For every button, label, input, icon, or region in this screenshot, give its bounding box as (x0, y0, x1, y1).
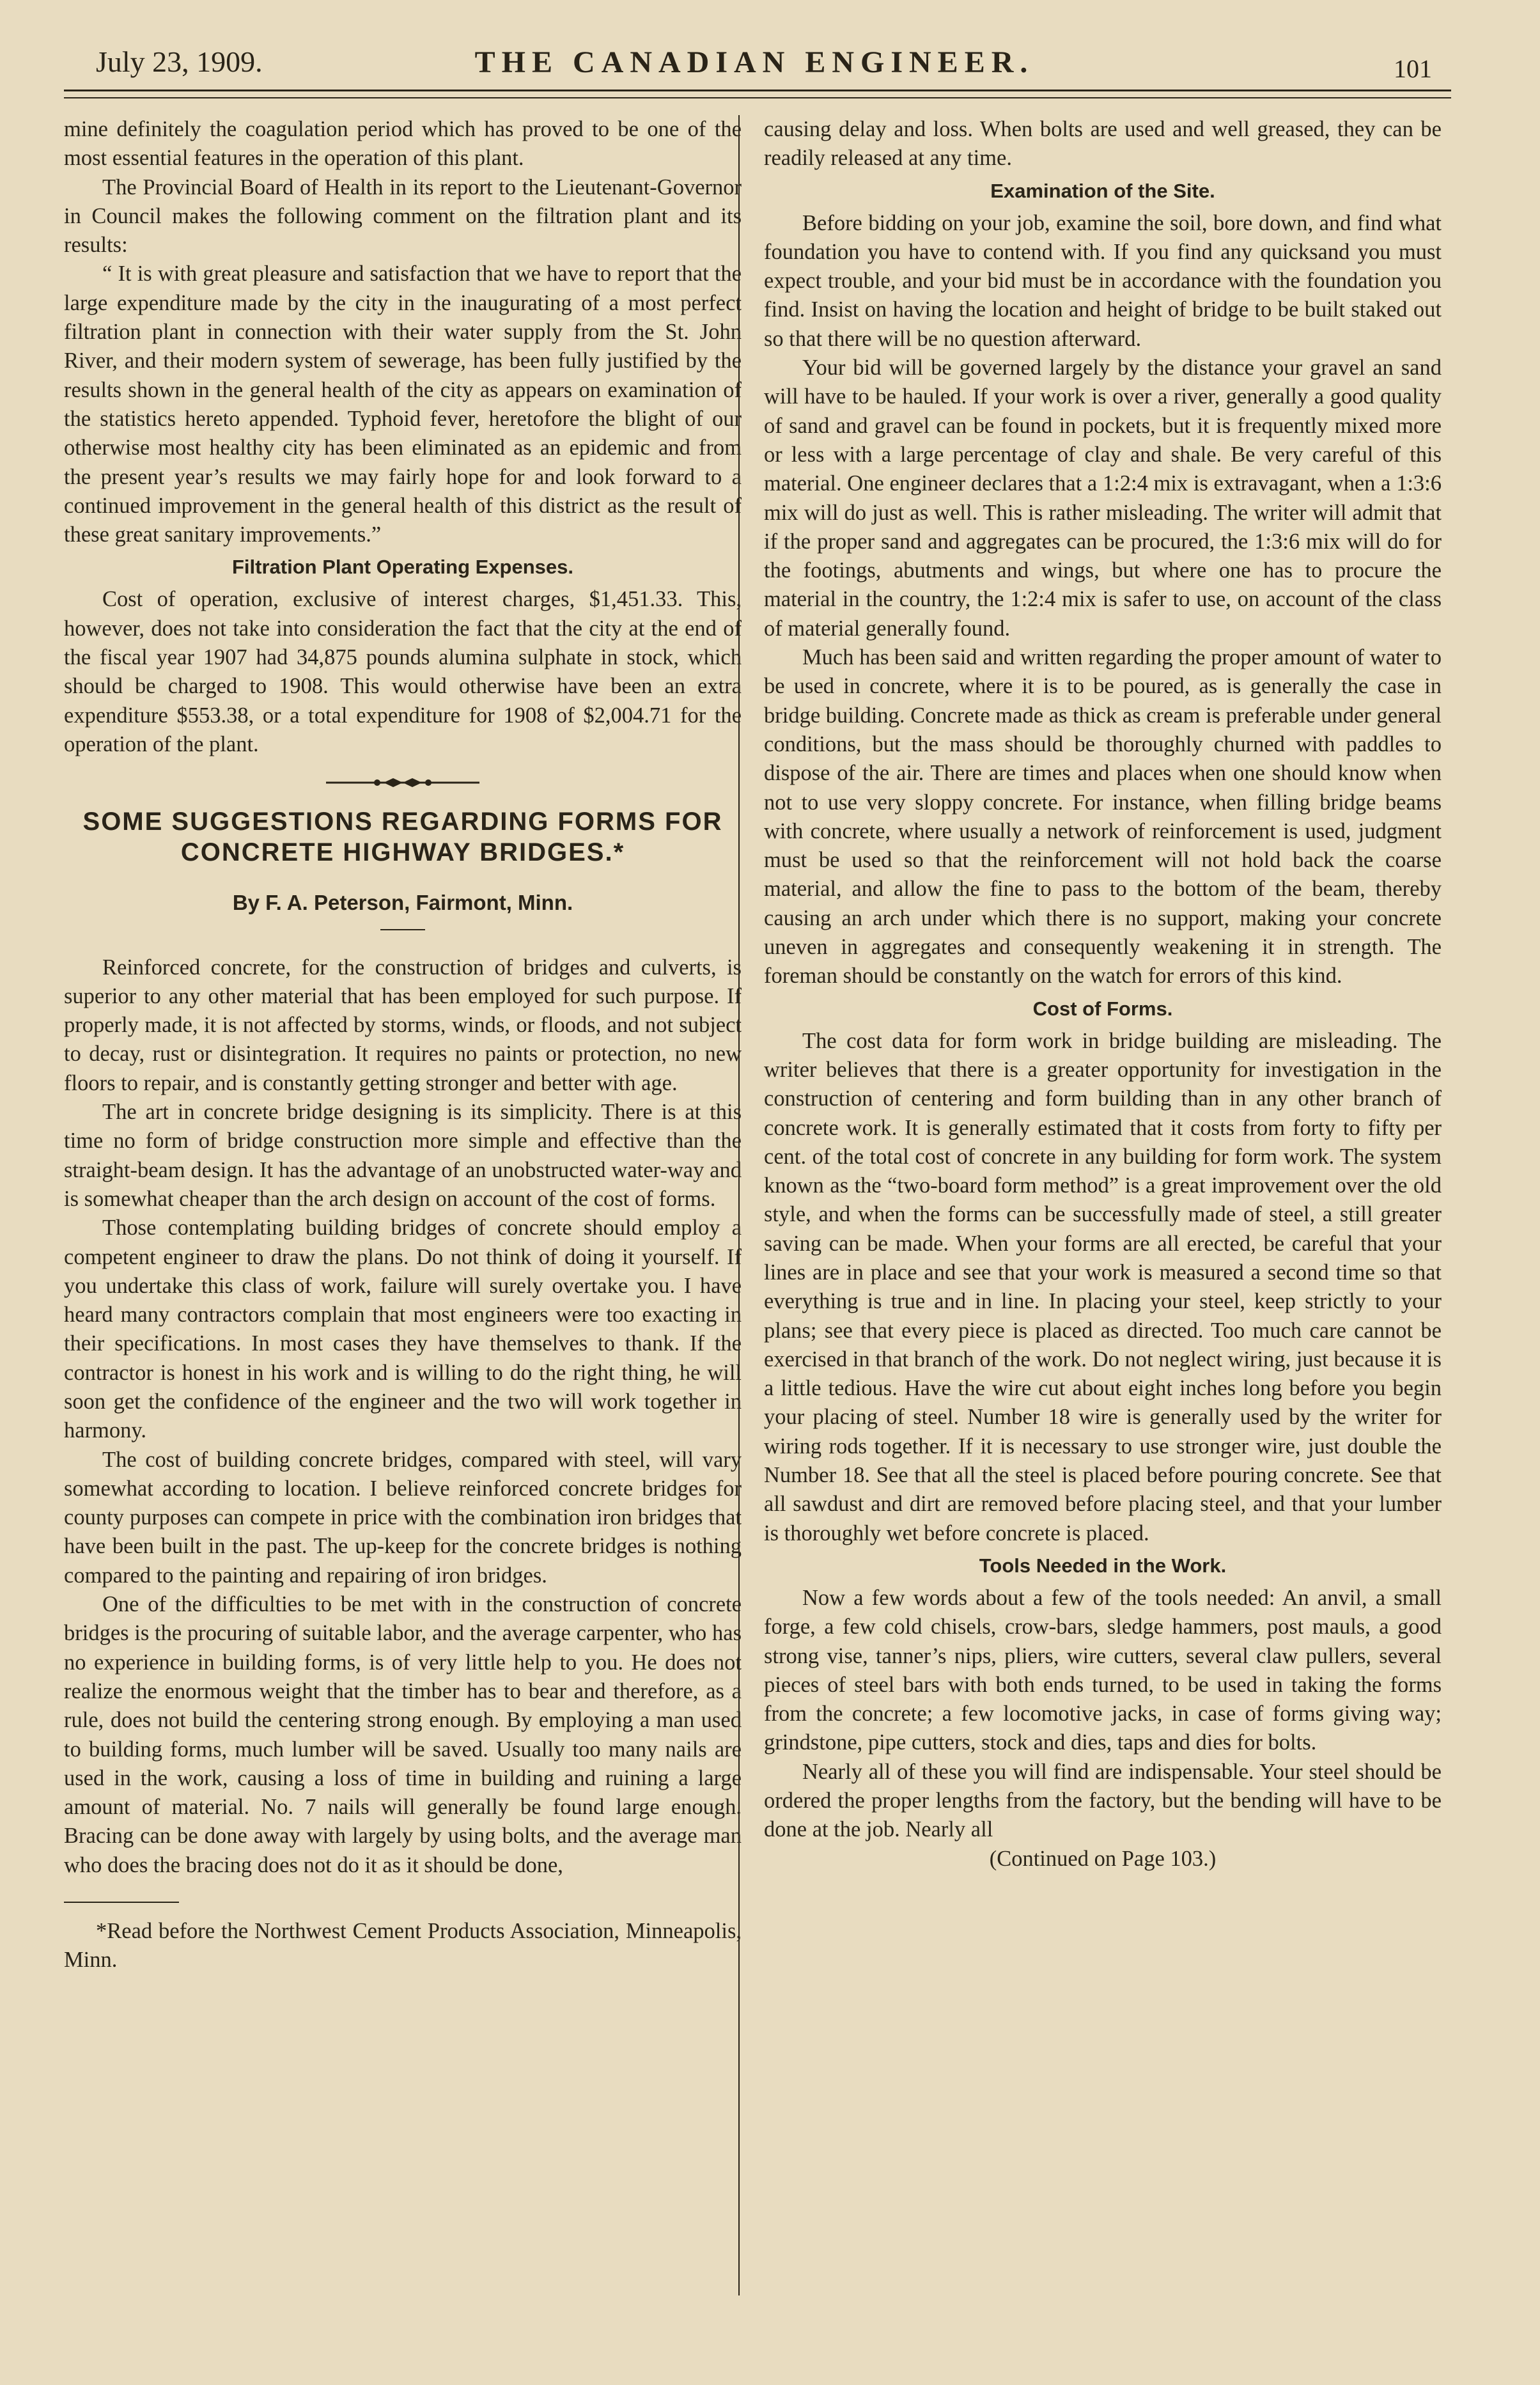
section-heading: Cost of Forms. (1032, 997, 1173, 1020)
article-title: SOME SUGGESTIONS REGARDING FORMS FOR CONCRETE HIGHWAY BRIDGES.* (82, 808, 723, 867)
continued-notice: (Continued on Page 103.) (989, 1846, 1217, 1871)
paragraph: Now a few words about a few of the tools needed: An anvil, a small forge, a few cold chisels, crow-bars, sledge hammers, post mauls, a good strong vise, tanner’s nips, pliers, wire cutters, several claw pullers, several pieces of steel bars with both ends turned, to be used in taking the forms from the concrete; a few locomotive jacks, in case of forms giving way; grindstone, pipe cutters, stock and dies, taps and dies for bolts. (764, 1585, 1442, 1755)
right-column (764, 115, 1442, 1873)
section-heading: Filtration Plant Operating Expenses. (232, 556, 573, 579)
section-heading: Examination of the Site. (990, 179, 1215, 202)
section-heading: Tools Needed in the Work. (979, 1554, 1227, 1577)
paragraph: causing delay and loss. When bolts are used and well greased, they can be readily released at any time. (764, 117, 1442, 171)
ornament-divider (64, 768, 742, 781)
issue-date: July 23, 1909. (96, 45, 263, 78)
paragraph: Much has been said and written regarding the proper amount of water to be used in concrete, where it is to be poured, as is generally the case in bridge building. Concrete made as thick as cream is preferable under general conditions, but the mass should be thoroughly churned with paddles to dispose of the air. There are times and places when one should know when not to use very sloppy concrete. For instance, when filling bridge beams with concrete, where usually a network of reinforcement is used, judgment must be used so that the reinforcement will not hold back the coarse material, and allow the fine to pass to the bottom of the beam, thereby causing an arch under which there is no support, making your concrete uneven in aggregates and consequently weakening it in strength. The foreman should be constantly on the watch for errors of this kind. (764, 645, 1442, 989)
paragraph: mine definitely the coagulation period which has proved to be one of the most essential features in the operation of this plant. (64, 117, 742, 171)
paragraph: Before bidding on your job, examine the soil, bore down, and find what foundation you have to contend with. If you find any quicksand you must expect trouble, and your bid must be in accordance with the foundation you find. Insist on having the location and height of bridge to be built staked out so that there will be no question afterward. (764, 210, 1442, 351)
header-rule (64, 90, 1451, 91)
paragraph: Nearly all of these you will find are indispensable. Your steel should be ordered the proper lengths from the factory, but the bending will have to be done at the job. Nearly all (764, 1759, 1442, 1842)
footnote: *Read before the Northwest Cement Products Association, Minneapolis, Minn. (64, 1919, 742, 1973)
paragraph: Cost of operation, exclusive of interest charges, $1,451.33. This, however, does not take into consideration the fact that the city at the end of the fiscal year 1907 had 34,875 pounds alumina sulphate in stock, which should be charged to 1908. This would otherwise have been an extra expenditure $553.38, or a total expenditure for 1908 of $2,004.71 for the operation of the plant. (64, 587, 742, 756)
spacer (64, 930, 742, 953)
paragraph: The cost data for form work in bridge building are misleading. The writer believes that there is a greater opportunity for investigation in the construction of centering and form building than in any other branch of concrete work. It is generally estimated that it costs from forty to fifty per cent. of the total cost of concrete in any building for form work. The system known as the “two-board form method” is a great improvement over the old style, and when the forms can be successfully made of steel, a still greater saving can be made. When your forms are all erected, be careful that your lines are in place and see that your work is measured a second time so that everything is true and in line. In placing your steel, keep strictly to your plans; see that every piece is placed as directed. Too much care cannot be exercised in that branch of the work. Do not neglect wiring, just because it is a little tedious. Have the wire cut about eight inches long before you begin your placing of steel. Number 18 wire is generally used by the writer for wiring rods together. If it is necessary to use stronger wire, just double the Number 18. See that all the steel is placed before pouring concrete. See that all sawdust and dirt are removed before placing steel, and that your lumber is thoroughly wet before concrete is placed. (764, 1028, 1442, 1545)
quotation-paragraph: “ It is with great pleasure and satisfaction that we have to report that the large expenditure made by the city in the inaugurating of a most perfect filtration plant in connection with their water supply from the St. John River, and their modern system of sewerage, has been fully justified by the results shown in the general health of the city as appears on examination of the statistics hereto appended. Typhoid fever, heretofore the blight of our otherwise most healthy city has been eliminated as an epidemic and from the present year’s results we may fairly hope for and look forward to a continued improvement in the general health of this district as the result of these great sanitary improvements.” (64, 262, 742, 547)
ornament-icon (326, 776, 479, 789)
paragraph: The Provincial Board of Health in its report to the Lieutenant-Governor in Council makes the following comment on the filtration plant and its results: (64, 175, 742, 258)
paragraph: Reinforced concrete, for the construction of bridges and culverts, is superior to any other material that has been employed for such purpose. If properly made, it is not affected by storms, winds, or floods, and not subject to decay, rust or disintegration. It requires no paints or protection, no new floors to repair, and is constantly getting stronger and better with age. (64, 955, 742, 1095)
paragraph: The art in concrete bridge designing is its simplicity. There is at this time no form of bridge construction more simple and effective than the straight-beam design. It has the advantage of an unobstructed water-way and is somewhat cheaper than the arch design on account of the cost of forms. (64, 1100, 742, 1211)
article-byline: By F. A. Peterson, Fairmont, Minn. (232, 891, 573, 915)
paragraph: The cost of building concrete bridges, compared with steel, will vary somewhat according to location. I believe reinforced concrete bridges for county purposes can compete in price with the combination iron bridges that have been built in the past. The up-keep for the concrete bridges is nothing compared to the painting and repairing of iron bridges. (64, 1447, 742, 1588)
paragraph: Those contemplating building bridges of concrete should employ a competent engineer to draw the plans. Do not think of doing it yourself. If you undertake this class of work, failure will surely overtake you. I have heard many contractors complain that most engineers were too exacting in their specifications. In most cases they have themselves to thank. If the contractor is honest in his work and is willing to do the right thing, he will soon get the confidence of the engineer and the two will work together in harmony. (64, 1216, 742, 1443)
paragraph: One of the difficulties to be met with in the construction of concrete bridges is the procuring of suitable labor, and the average carpenter, who has no experience in building forms, is of very little help to you. He does not realize the enormous weight that the timber has to bear and therefore, as a rule, does not build the centering strong enough. By employing a man used to building forms, much lumber will be saved. Usually too many nails are used in the work, causing a loss of time in building and ruining a large amount of material. No. 7 nails will generally be found large enough. Bracing can be done away with largely by using bolts, and the average man who does the bracing does not do it as it should be done, (64, 1592, 742, 1877)
footnote-rule (64, 1902, 179, 1903)
page-number: 101 (1394, 54, 1432, 83)
paragraph: Your bid will be governed largely by the distance your gravel an sand will have to be hauled. If your work is over a river, generally a good quality of sand and gravel can be found in pockets, but it is frequently mixed more or less with a large percentage of clay and shale. Be very careful of this material. One engineer declares that a 1:2:4 mix is extravagant, when a 1:3:6 mix will do just as well. This is rather misleading. The writer will admit that if the proper sand and aggregates can be procured, the 1:3:6 mix will do for the footings, abutments and wings, but where one has to procure the material in the country, the 1:2:4 mix is safer to use, on account of the class of material generally found. (764, 356, 1442, 641)
header-rule-secondary (64, 97, 1451, 98)
page-header (64, 45, 1445, 96)
masthead: THE CANADIAN ENGINEER. (474, 45, 1034, 79)
left-column (64, 115, 742, 1975)
